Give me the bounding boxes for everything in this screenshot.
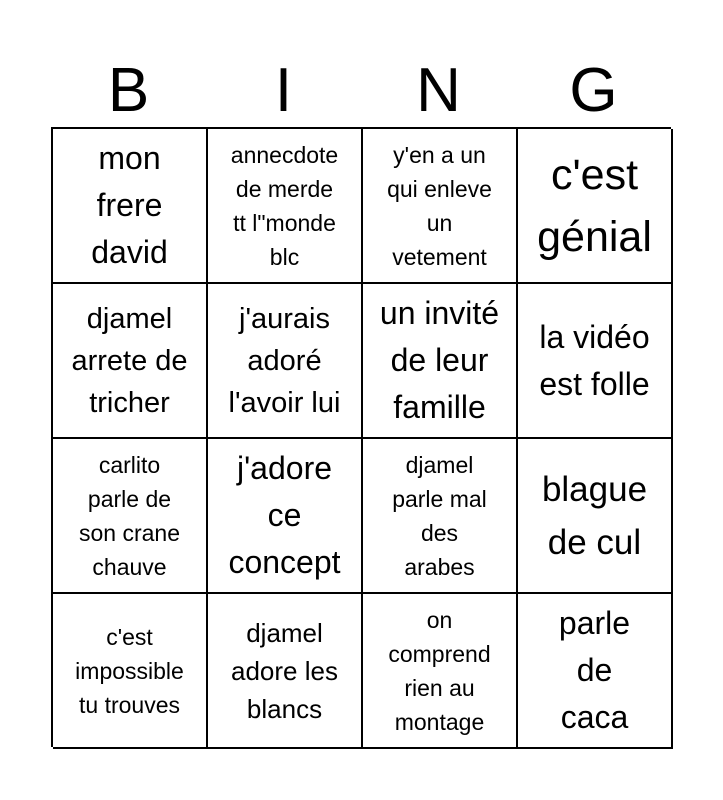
bingo-cell[interactable]: [208, 439, 363, 594]
cell-text: c'est impossible tu trouves: [75, 623, 184, 718]
bingo-cell[interactable]: [208, 129, 363, 284]
cell-text: y'en a un qui enleve un vetement: [387, 141, 492, 270]
cell-text: on comprend rien au montage: [388, 606, 491, 735]
bingo-cell[interactable]: [363, 439, 518, 594]
bingo-cell[interactable]: [518, 594, 673, 749]
cell-text: djamel adore les blancs: [231, 617, 338, 724]
bingo-cell[interactable]: [363, 129, 518, 284]
cell-text: carlito parle de son crane chauve: [78, 451, 180, 580]
bingo-cell[interactable]: [53, 284, 208, 439]
bingo-header: [51, 58, 671, 124]
cell-text: annecdote de merde tt l"monde blc: [230, 141, 339, 270]
bingo-cell[interactable]: [363, 594, 518, 749]
bingo-cell[interactable]: [208, 594, 363, 749]
header-letter-g: G: [569, 56, 618, 125]
cell-text: parle de caca: [558, 605, 631, 735]
cell-text: j'aurais adoré l'avoir lui: [228, 302, 341, 419]
cell-text: djamel arrete de tricher: [71, 302, 188, 419]
bingo-cell[interactable]: [518, 284, 673, 439]
cell-text: blague de cul: [541, 469, 648, 562]
bingo-board: [51, 127, 671, 747]
cell-text: djamel parle mal des arabes: [392, 451, 487, 580]
cell-text: c'est génial: [537, 150, 652, 261]
bingo-cell[interactable]: [53, 439, 208, 594]
cell-text: un invité de leur famille: [379, 295, 500, 425]
header-letter-b: B: [107, 56, 150, 125]
header-letter-n: N: [416, 56, 461, 125]
header-letter-i: I: [274, 56, 293, 125]
bingo-cell[interactable]: [53, 594, 208, 749]
cell-text: mon frere david: [91, 140, 168, 270]
bingo-cell[interactable]: [518, 439, 673, 594]
cell-text: j'adore ce concept: [228, 450, 341, 580]
cell-text: la vidéo est folle: [539, 318, 650, 402]
bingo-cell[interactable]: [518, 129, 673, 284]
bingo-cell[interactable]: [208, 284, 363, 439]
bingo-cell[interactable]: [53, 129, 208, 284]
bingo-cell[interactable]: [363, 284, 518, 439]
